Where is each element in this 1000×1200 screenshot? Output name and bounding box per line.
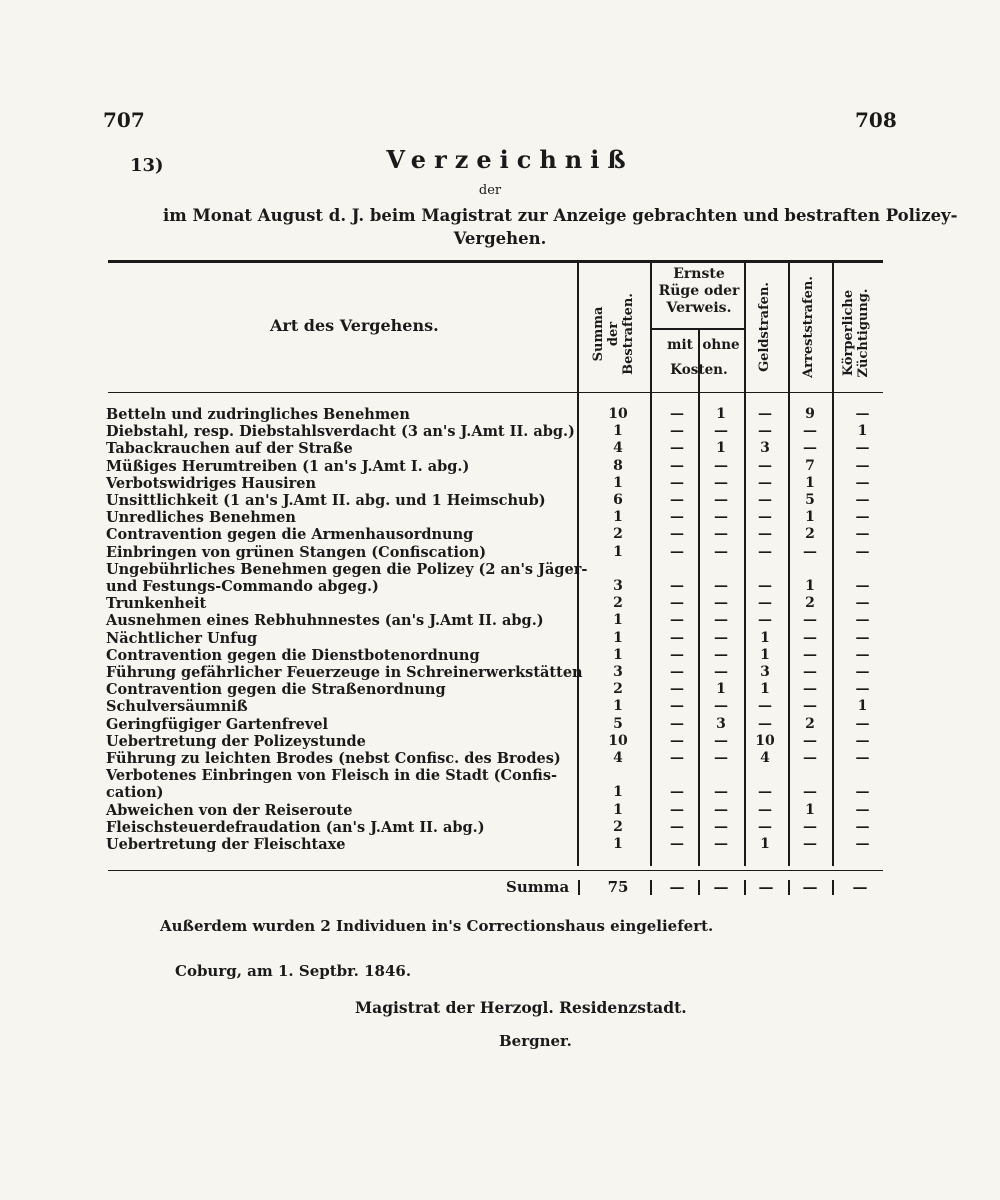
summa-bar xyxy=(832,880,834,895)
cell-mit: — xyxy=(670,784,684,801)
table-row xyxy=(0,440,1000,457)
cell-koerp: — xyxy=(855,543,870,560)
cell-sum: 1 xyxy=(613,543,623,560)
cell-geld: — xyxy=(758,509,772,526)
table-summa-rule xyxy=(108,870,883,871)
cell-geld: — xyxy=(758,698,772,715)
offense-description: Contravention gegen die Armenhausordnung xyxy=(106,526,474,544)
summa-dash: — xyxy=(758,878,774,896)
cell-sum: 2 xyxy=(613,526,623,543)
cell-mit: — xyxy=(670,818,684,835)
cell-koerp: — xyxy=(855,578,870,594)
cell-ohne: 1 xyxy=(716,406,726,422)
cell-mit: — xyxy=(670,646,684,663)
summa-bar xyxy=(578,880,580,895)
cell-sum: 1 xyxy=(613,698,623,715)
offense-description: Betteln und zudringliches Benehmen xyxy=(106,406,410,423)
table-row xyxy=(0,612,1000,629)
cell-sum: 4 xyxy=(613,440,623,457)
cell-ohne: 3 xyxy=(716,715,726,732)
cell-arrest: 1 xyxy=(805,509,815,526)
cell-sum: 2 xyxy=(613,595,623,612)
title-der: der xyxy=(478,183,502,198)
cell-arrest: — xyxy=(803,818,817,835)
table-row xyxy=(0,664,1000,681)
summa-dash: — xyxy=(852,878,868,896)
table-row xyxy=(0,716,1000,733)
cell-sum: 6 xyxy=(613,492,623,508)
offense-description: Führung gefährlicher Feuerzeuge in Schreinerwerkstätten xyxy=(106,664,583,681)
summa-dash: — xyxy=(713,878,729,896)
summa-bar xyxy=(698,880,700,895)
cell-mit: — xyxy=(670,715,684,732)
cell-koerp: — xyxy=(855,474,870,491)
cell-ohne: 1 xyxy=(716,440,726,457)
cell-koerp: — xyxy=(855,629,870,646)
table-row xyxy=(0,733,1000,750)
cell-arrest: 5 xyxy=(805,492,815,508)
cell-ohne: — xyxy=(714,784,728,801)
footer-signature: Bergner. xyxy=(499,1032,572,1050)
table-row xyxy=(0,802,1000,819)
cell-arrest: 7 xyxy=(805,457,815,474)
header-geld: Geldstrafen. xyxy=(757,282,772,372)
cell-koerp: — xyxy=(855,818,870,835)
header-koerp: Körperliche Züchtigung. xyxy=(841,288,871,378)
cell-koerp: — xyxy=(855,440,870,457)
offense-description: Fleischsteuerdefraudation (an's J.Amt II. abg.) xyxy=(106,818,485,836)
table-row xyxy=(0,784,1000,801)
cell-ohne: — xyxy=(714,818,728,835)
offense-description: Uebertretung der Fleischtaxe xyxy=(106,836,346,853)
cell-mit: — xyxy=(670,612,684,629)
summa-row xyxy=(0,878,1000,898)
offense-description: Nächtlicher Unfug xyxy=(106,629,258,647)
cell-ohne: — xyxy=(714,543,728,560)
cell-arrest: — xyxy=(803,750,817,766)
header-summa: Summa der Bestraften. xyxy=(591,293,636,375)
cell-ohne: — xyxy=(714,732,728,749)
offense-description: Contravention gegen die Dienstbotenordnung xyxy=(106,646,480,664)
table-row xyxy=(0,578,1000,595)
cell-geld: 1 xyxy=(760,646,770,663)
cell-geld: — xyxy=(758,612,772,629)
cell-mit: — xyxy=(670,732,684,749)
offense-description: Unsittlichkeit (1 an's J.Amt II. abg. und 1 Heimschub) xyxy=(106,492,546,509)
cell-geld: — xyxy=(758,543,772,560)
cell-ohne: — xyxy=(714,836,728,852)
cell-arrest: 2 xyxy=(805,595,815,612)
cell-geld: 10 xyxy=(755,732,775,749)
cell-ohne: — xyxy=(714,474,728,491)
cell-arrest: 1 xyxy=(805,801,815,818)
cell-mit: — xyxy=(670,801,684,818)
footer-extra-note: Außerdem wurden 2 Individuen in's Correctionshaus eingeliefert. xyxy=(160,917,714,935)
cell-geld: — xyxy=(758,818,772,835)
cell-ohne: — xyxy=(714,492,728,508)
cell-mit: — xyxy=(670,457,684,474)
cell-arrest: 1 xyxy=(805,578,815,594)
offense-description: Schulversäumniß xyxy=(106,698,248,716)
cell-mit: — xyxy=(670,440,684,457)
cell-mit: — xyxy=(670,543,684,560)
cell-sum: 2 xyxy=(613,818,623,835)
cell-ohne: — xyxy=(714,801,728,818)
page-number-left: 707 xyxy=(103,108,145,132)
cell-arrest: — xyxy=(803,440,817,457)
cell-sum: 1 xyxy=(613,612,623,629)
cell-mit: — xyxy=(670,423,684,440)
summa-bar xyxy=(788,880,790,895)
cell-arrest: 9 xyxy=(805,406,815,422)
cell-arrest: — xyxy=(803,423,817,440)
offense-description: Ungebührliches Benehmen gegen die Polizey (2 an's Jäger- xyxy=(106,560,588,578)
cell-mit: — xyxy=(670,474,684,491)
table-row xyxy=(0,647,1000,664)
offense-description: Uebertretung der Polizeystunde xyxy=(106,732,366,750)
cell-geld: — xyxy=(758,784,772,801)
cell-geld: — xyxy=(758,715,772,732)
cell-sum: 1 xyxy=(613,474,623,491)
table-row xyxy=(0,819,1000,836)
header-arrest: Arreststrafen. xyxy=(801,276,816,378)
cell-geld: — xyxy=(758,423,772,440)
table-row xyxy=(0,750,1000,767)
offense-description: Verbotswidriges Hausiren xyxy=(106,474,317,492)
table-header-rule xyxy=(108,392,883,393)
cell-koerp: — xyxy=(855,664,870,680)
cell-koerp: — xyxy=(855,595,870,612)
offense-description: Trunkenheit xyxy=(106,595,207,613)
cell-ohne: — xyxy=(714,423,728,440)
table-row xyxy=(0,509,1000,526)
title-subtitle-line2: Vergehen. xyxy=(453,229,547,248)
table-row xyxy=(0,698,1000,715)
cell-ohne: 1 xyxy=(716,681,726,698)
offense-description: Contravention gegen die Straßenordnung xyxy=(106,681,446,699)
header-kosten: Kosten. xyxy=(670,362,728,378)
offense-description: Unredliches Benehmen xyxy=(106,509,296,527)
offense-description: Abweichen von der Reiseroute xyxy=(106,801,353,819)
cell-arrest: — xyxy=(803,784,817,801)
cell-ohne: — xyxy=(714,698,728,715)
cell-arrest: — xyxy=(803,629,817,646)
summa-label: Summa xyxy=(506,878,570,896)
cell-ohne: — xyxy=(714,750,728,766)
cell-koerp: — xyxy=(855,732,870,749)
cell-ohne: — xyxy=(714,664,728,680)
cell-mit: — xyxy=(670,578,684,594)
cell-sum: 1 xyxy=(613,836,623,852)
cell-arrest: — xyxy=(803,732,817,749)
cell-sum: 1 xyxy=(613,801,623,818)
footer-place-date: Coburg, am 1. Septbr. 1846. xyxy=(175,962,412,980)
table-row xyxy=(0,423,1000,440)
page-number-right: 708 xyxy=(855,108,897,132)
cell-koerp: — xyxy=(855,492,870,508)
cell-geld: — xyxy=(758,526,772,543)
cell-sum: 4 xyxy=(613,750,623,766)
summa-bar xyxy=(650,880,652,895)
offense-description: Einbringen von grünen Stangen (Confiscation) xyxy=(106,543,487,561)
cell-mit: — xyxy=(670,595,684,612)
cell-mit: — xyxy=(670,698,684,715)
cell-mit: — xyxy=(670,836,684,852)
cell-geld: 1 xyxy=(760,836,770,852)
cell-sum: 1 xyxy=(613,423,623,440)
cell-koerp: — xyxy=(855,406,870,422)
cell-sum: 1 xyxy=(613,784,623,801)
cell-mit: — xyxy=(670,509,684,526)
cell-koerp: — xyxy=(855,646,870,663)
cell-arrest: — xyxy=(803,698,817,715)
cell-koerp: — xyxy=(855,715,870,732)
document-title: Verzeichniß xyxy=(386,145,634,174)
cell-geld: — xyxy=(758,801,772,818)
offense-description: Verbotenes Einbringen von Fleisch in die Stadt (Confis- xyxy=(106,767,557,785)
cell-koerp: 1 xyxy=(857,698,868,715)
cell-mit: — xyxy=(670,664,684,680)
cell-sum: 10 xyxy=(608,732,628,749)
cell-ohne: — xyxy=(714,595,728,612)
cell-arrest: 1 xyxy=(805,474,815,491)
cell-geld: 4 xyxy=(760,750,770,766)
cell-arrest: 2 xyxy=(805,526,815,543)
summa-bar xyxy=(744,880,746,895)
cell-ohne: — xyxy=(714,612,728,629)
cell-koerp: — xyxy=(855,784,870,801)
cell-geld: — xyxy=(758,457,772,474)
table-row xyxy=(0,836,1000,853)
offense-description: und Festungs-Commando abgeg.) xyxy=(106,578,379,595)
cell-ohne: — xyxy=(714,578,728,594)
cell-arrest: — xyxy=(803,836,817,852)
header-mit: mit xyxy=(667,337,693,353)
section-number: 13) xyxy=(130,155,164,176)
cell-ohne: — xyxy=(714,457,728,474)
table-top-rule xyxy=(108,260,883,263)
cell-sum: 2 xyxy=(613,681,623,698)
cell-ohne: — xyxy=(714,629,728,646)
header-art: Art des Vergehens. xyxy=(270,316,439,335)
table-row xyxy=(0,475,1000,492)
cell-mit: — xyxy=(670,681,684,698)
offense-description: Müßiges Herumtreiben (1 an's J.Amt I. abg.) xyxy=(106,457,470,475)
cell-sum: 8 xyxy=(613,457,623,474)
cell-koerp: — xyxy=(855,612,870,629)
table-row xyxy=(0,767,1000,784)
footer-authority: Magistrat der Herzogl. Residenzstadt. xyxy=(355,998,687,1017)
cell-arrest: — xyxy=(803,612,817,629)
cell-sum: 1 xyxy=(613,629,623,646)
cell-sum: 10 xyxy=(608,406,628,422)
cell-ohne: — xyxy=(714,509,728,526)
cell-sum: 1 xyxy=(613,646,623,663)
cell-arrest: — xyxy=(803,543,817,560)
offense-description: Tabackrauchen auf der Straße xyxy=(106,440,353,458)
cell-geld: 1 xyxy=(760,681,770,698)
cell-mit: — xyxy=(670,406,684,422)
cell-koerp: 1 xyxy=(857,423,868,440)
header-ruege: Ernste Rüge oder Verweis. xyxy=(658,266,740,316)
cell-arrest: — xyxy=(803,681,817,698)
cell-koerp: — xyxy=(855,509,870,526)
table-row xyxy=(0,526,1000,543)
cell-geld: — xyxy=(758,492,772,508)
offense-description: Führung zu leichten Brodes (nebst Confisc. des Brodes) xyxy=(106,750,561,767)
cell-mit: — xyxy=(670,750,684,766)
table-row xyxy=(0,595,1000,612)
cell-arrest: 2 xyxy=(805,715,815,732)
cell-sum: 3 xyxy=(613,664,623,680)
cell-mit: — xyxy=(670,629,684,646)
cell-koerp: — xyxy=(855,750,870,766)
offense-description: Ausnehmen eines Rebhuhnnestes (an's J.Amt II. abg.) xyxy=(106,612,544,630)
cell-geld: — xyxy=(758,406,772,422)
summa-value: 75 xyxy=(607,878,629,896)
cell-sum: 1 xyxy=(613,509,623,526)
cell-koerp: — xyxy=(855,526,870,543)
table-row xyxy=(0,406,1000,423)
cell-geld: 1 xyxy=(760,629,770,646)
cell-ohne: — xyxy=(714,646,728,663)
cell-geld: — xyxy=(758,578,772,594)
header-ohne: ohne xyxy=(702,337,740,353)
summa-dash: — xyxy=(802,878,818,896)
cell-geld: — xyxy=(758,595,772,612)
cell-geld: 3 xyxy=(760,664,770,680)
cell-ohne: — xyxy=(714,526,728,543)
cell-arrest: — xyxy=(803,664,817,680)
offense-description: Geringfügiger Gartenfrevel xyxy=(106,715,329,733)
cell-sum: 3 xyxy=(613,578,623,594)
table-row xyxy=(0,630,1000,647)
ruege-header-divider xyxy=(650,328,744,330)
cell-mit: — xyxy=(670,526,684,543)
cell-koerp: — xyxy=(855,836,870,852)
cell-sum: 5 xyxy=(613,715,623,732)
cell-koerp: — xyxy=(855,457,870,474)
offense-description: Diebstahl, resp. Diebstahlsverdacht (3 an's J.Amt II. abg.) xyxy=(106,423,575,441)
table-row xyxy=(0,492,1000,509)
cell-geld: 3 xyxy=(760,440,770,457)
cell-arrest: — xyxy=(803,646,817,663)
table-row xyxy=(0,544,1000,561)
offense-description: cation) xyxy=(106,784,164,802)
summa-dash: — xyxy=(669,878,685,896)
cell-geld: — xyxy=(758,474,772,491)
table-row xyxy=(0,458,1000,475)
cell-koerp: — xyxy=(855,801,870,818)
cell-mit: — xyxy=(670,492,684,508)
title-subtitle-line1: im Monat August d. J. beim Magistrat zur Anzeige gebrachten und bestraften Polizey- xyxy=(163,206,958,225)
table-row xyxy=(0,561,1000,578)
table-row xyxy=(0,681,1000,698)
cell-koerp: — xyxy=(855,681,870,698)
